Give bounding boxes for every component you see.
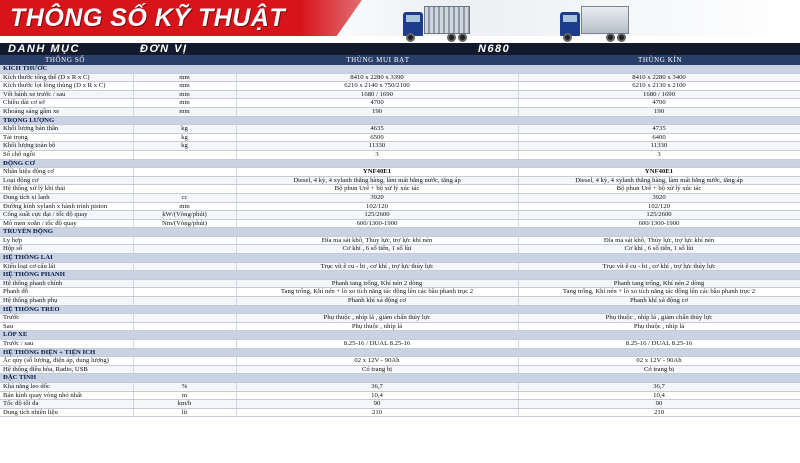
- spec-unit: [133, 279, 236, 288]
- section-title: KÍCH THƯỚC: [0, 65, 800, 73]
- section-header: [0, 348, 800, 357]
- spec-value-tarp: Phụ thuộc , nhíp lá: [236, 322, 518, 331]
- spec-value-tarp: Đĩa ma sát khô, Thủy lực, trợ lực khí nén: [236, 236, 518, 245]
- section-title: LỐP XE: [0, 331, 800, 340]
- spec-value-closed: Phụ thuộc , nhíp lá , giảm chấn thủy lực: [518, 314, 800, 323]
- truck-wheel: [458, 33, 467, 42]
- table-row: [0, 365, 800, 374]
- spec-value-tarp: 3: [236, 150, 518, 159]
- table-row: [0, 176, 800, 185]
- spec-label: Trước: [0, 314, 133, 323]
- truck-wheel: [606, 33, 615, 42]
- header-category: DANH MỤC: [8, 43, 80, 55]
- header-model: N680: [478, 43, 511, 55]
- spec-value-closed: Có trang bị: [518, 365, 800, 374]
- table-row: [0, 391, 800, 400]
- spec-value-tarp: Có trang bị: [236, 365, 518, 374]
- spec-label: Trước / sau: [0, 340, 133, 349]
- spec-value-tarp: Diesel, 4 kỳ, 4 xylanh thẳng hàng, làm mát bằng nước, tăng áp: [236, 176, 518, 185]
- spec-unit: [133, 168, 236, 177]
- spec-value-closed: 1680 / 1690: [518, 90, 800, 99]
- table-row: [0, 357, 800, 366]
- spec-value-closed: Đĩa ma sát khô, Thủy lực, trợ lực khí nén: [518, 236, 800, 245]
- spec-label: Khối lượng toàn bộ: [0, 142, 133, 151]
- subheader-variant-closed: THÙNG KÍN: [637, 56, 683, 64]
- spec-label: Mô men xoắn / tốc độ quay: [0, 219, 133, 228]
- spec-value-tarp: 8.25-16 / DUAL 8.25-16: [236, 340, 518, 349]
- section-title: TRỌNG LƯỢNG: [0, 116, 800, 125]
- spec-value-tarp: 6210 x 2140 x 750/2100: [236, 82, 518, 91]
- banner: [0, 0, 800, 43]
- truck-wheel: [563, 33, 572, 42]
- table-row: [0, 408, 800, 417]
- spec-value-closed: Phụ thuộc , nhíp lá: [518, 322, 800, 331]
- table-row: [0, 314, 800, 323]
- spec-label: Kiểu loại cơ cấu lái: [0, 262, 133, 271]
- spec-value-closed: Cơ khí , 6 số tiến, 1 số lùi: [518, 245, 800, 254]
- spec-value-tarp: 210: [236, 408, 518, 417]
- table-row: [0, 322, 800, 331]
- section-title: HỆ THỐNG PHANH: [0, 271, 800, 280]
- spec-unit: mm: [133, 90, 236, 99]
- spec-value-closed: YNF40E1: [518, 168, 800, 177]
- spec-value-closed: 190: [518, 107, 800, 116]
- section-header: [0, 116, 800, 125]
- spec-table: [0, 65, 800, 417]
- spec-value-closed: 210: [518, 408, 800, 417]
- spec-unit: mm: [133, 107, 236, 116]
- spec-unit: [133, 340, 236, 349]
- spec-unit: [133, 245, 236, 254]
- spec-table-body: [0, 65, 800, 417]
- spec-unit: [133, 314, 236, 323]
- spec-value-closed: Bộ phun Urê + bộ xử lý xúc tác: [518, 185, 800, 194]
- spec-unit: [133, 185, 236, 194]
- table-row: [0, 168, 800, 177]
- table-row: [0, 150, 800, 159]
- spec-unit: [133, 176, 236, 185]
- spec-value-tarp: 3920: [236, 193, 518, 202]
- spec-value-closed: Phanh khí xả động cơ: [518, 297, 800, 306]
- spec-value-tarp: Phanh khí xả động cơ: [236, 297, 518, 306]
- spec-value-closed: 4735: [518, 125, 800, 134]
- spec-label: Tải trọng: [0, 133, 133, 142]
- spec-value-tarp: 36,7: [236, 382, 518, 391]
- spec-value-tarp: 11330: [236, 142, 518, 151]
- spec-unit: [133, 365, 236, 374]
- spec-label: Kích thước lọt lòng thùng (D x R x C): [0, 82, 133, 91]
- table-row: [0, 107, 800, 116]
- spec-label: Phanh đỗ: [0, 288, 133, 297]
- subheader-variant-tarp: THÙNG MUI BẠT: [346, 56, 410, 64]
- spec-label: Tốc độ tối đa: [0, 400, 133, 409]
- section-title: TRUYỀN ĐỘNG: [0, 228, 800, 237]
- spec-unit: lít: [133, 408, 236, 417]
- spec-value-closed: 102/120: [518, 202, 800, 211]
- section-header: [0, 331, 800, 340]
- spec-label: Vết bánh xe trước / sau: [0, 90, 133, 99]
- truck-windshield: [563, 15, 577, 22]
- table-row: [0, 400, 800, 409]
- spec-value-tarp: 190: [236, 107, 518, 116]
- spec-value-tarp: Trục vít ê cu - bi , cơ khí , trợ lực thủy lực: [236, 262, 518, 271]
- truck-wheel: [617, 33, 626, 42]
- spec-unit: [133, 262, 236, 271]
- spec-label: Dung tích xi lanh: [0, 193, 133, 202]
- table-row: [0, 279, 800, 288]
- spec-label: Khối lượng bản thân: [0, 125, 133, 134]
- table-header-band: [0, 43, 800, 55]
- spec-value-closed: 6210 x 2130 x 2100: [518, 82, 800, 91]
- spec-label: Số chỗ ngồi: [0, 150, 133, 159]
- spec-label: Hệ thống phanh phụ: [0, 297, 133, 306]
- table-row: [0, 245, 800, 254]
- table-subheader-band: [0, 55, 800, 65]
- spec-unit: [133, 288, 236, 297]
- spec-unit: mm: [133, 99, 236, 108]
- spec-value-closed: Phanh tang trống, Khí nén 2 dòng: [518, 279, 800, 288]
- spec-label: Sau: [0, 322, 133, 331]
- table-row: [0, 82, 800, 91]
- section-header: [0, 254, 800, 263]
- table-row: [0, 125, 800, 134]
- spec-unit: kg: [133, 133, 236, 142]
- spec-unit: kW/(Vòng/phút): [133, 211, 236, 220]
- table-row: [0, 382, 800, 391]
- spec-unit: mm: [133, 73, 236, 82]
- table-row: [0, 185, 800, 194]
- spec-value-tarp: 125/2600: [236, 211, 518, 220]
- spec-value-closed: 125/2600: [518, 211, 800, 220]
- spec-unit: %: [133, 382, 236, 391]
- spec-value-closed: 90: [518, 400, 800, 409]
- spec-unit: [133, 357, 236, 366]
- spec-label: Hệ thống phanh chính: [0, 279, 133, 288]
- banner-swoosh: [300, 0, 800, 36]
- spec-label: Bán kính quay vòng nhỏ nhất: [0, 391, 133, 400]
- spec-unit: m: [133, 391, 236, 400]
- spec-label: Hệ thống điều hòa, Radio, USB: [0, 365, 133, 374]
- spec-value-tarp: YNF40E1: [236, 168, 518, 177]
- spec-label: Dung tích nhiên liệu: [0, 408, 133, 417]
- spec-value-tarp: 4635: [236, 125, 518, 134]
- spec-value-closed: 8.25-16 / DUAL 8.25-16: [518, 340, 800, 349]
- spec-value-tarp: Phụ thuộc , nhíp lá , giảm chấn thủy lực: [236, 314, 518, 323]
- section-title: HỆ THỐNG TREO: [0, 305, 800, 314]
- spec-label: Nhãn hiệu động cơ: [0, 168, 133, 177]
- spec-value-tarp: Tang trống, Khí nén + lò xo tích năng tác động lên các bầu phanh trục 2: [236, 288, 518, 297]
- spec-value-tarp: 102/120: [236, 202, 518, 211]
- table-row: [0, 202, 800, 211]
- truck-closed-image: [560, 4, 630, 43]
- spec-label: Hệ thống xử lý khí thải: [0, 185, 133, 194]
- spec-unit: [133, 322, 236, 331]
- spec-label: Đường kính xylanh x hành trình piston: [0, 202, 133, 211]
- spec-label: Chiều dài cơ sở: [0, 99, 133, 108]
- spec-unit: kg: [133, 142, 236, 151]
- section-header: [0, 65, 800, 73]
- spec-value-closed: Diesel, 4 kỳ, 4 xylanh thẳng hàng, làm mát bằng nước, tăng áp: [518, 176, 800, 185]
- spec-value-closed: Tang trống, Khí nén + lò xo tích năng tác động lên các bầu phanh trục 2: [518, 288, 800, 297]
- table-row: [0, 297, 800, 306]
- table-row: [0, 142, 800, 151]
- spec-label: Khoảng sáng gầm xe: [0, 107, 133, 116]
- spec-label: Loại động cơ: [0, 176, 133, 185]
- table-row: [0, 262, 800, 271]
- spec-value-closed: 3920: [518, 193, 800, 202]
- table-row: [0, 133, 800, 142]
- spec-value-tarp: 6500: [236, 133, 518, 142]
- truck-wheel: [447, 33, 456, 42]
- subheader-spec: THÔNG SỐ: [45, 56, 85, 64]
- table-row: [0, 73, 800, 82]
- spec-value-closed: Trục vít ê cu - bi , cơ khí , trợ lực thủy lực: [518, 262, 800, 271]
- header-unit: ĐƠN VỊ: [140, 43, 188, 55]
- table-row: [0, 340, 800, 349]
- spec-label: Hộp số: [0, 245, 133, 254]
- spec-value-closed: 8410 x 2280 x 3400: [518, 73, 800, 82]
- truck-closed-body: [581, 6, 629, 34]
- spec-value-closed: 6400: [518, 133, 800, 142]
- table-row: [0, 288, 800, 297]
- table-row: [0, 193, 800, 202]
- table-row: [0, 219, 800, 228]
- page-title: THÔNG SỐ KỸ THUẬT: [10, 4, 286, 32]
- spec-value-tarp: 10,4: [236, 391, 518, 400]
- spec-unit: [133, 297, 236, 306]
- spec-value-closed: 10,4: [518, 391, 800, 400]
- truck-wheel: [406, 33, 415, 42]
- section-header: [0, 228, 800, 237]
- spec-unit: Nm/(Vòng/phút): [133, 219, 236, 228]
- spec-value-tarp: 90: [236, 400, 518, 409]
- spec-value-tarp: Phanh tang trống, Khí nén 2 dòng: [236, 279, 518, 288]
- table-row: [0, 211, 800, 220]
- spec-value-tarp: 1680 / 1690: [236, 90, 518, 99]
- section-header: [0, 305, 800, 314]
- spec-value-closed: 02 x 12V - 90Ah: [518, 357, 800, 366]
- section-title: ĐẶC TÍNH: [0, 374, 800, 383]
- section-title: HỆ THỐNG ĐIỆN + TIỆN ÍCH: [0, 348, 800, 357]
- truck-tarp-body: [424, 6, 470, 34]
- spec-label: Ly hợp: [0, 236, 133, 245]
- section-header: [0, 374, 800, 383]
- spec-value-tarp: 8410 x 2280 x 3390: [236, 73, 518, 82]
- spec-value-closed: 600/1300-1900: [518, 219, 800, 228]
- spec-label: Công suất cực đại / tốc độ quay: [0, 211, 133, 220]
- spec-unit: kg: [133, 125, 236, 134]
- table-row: [0, 99, 800, 108]
- spec-value-closed: 11330: [518, 142, 800, 151]
- table-row: [0, 236, 800, 245]
- spec-unit: [133, 150, 236, 159]
- truck-windshield: [406, 15, 420, 22]
- section-title: ĐỘNG CƠ: [0, 159, 800, 168]
- section-title: HỆ THỐNG LÁI: [0, 254, 800, 263]
- spec-unit: [133, 236, 236, 245]
- spec-value-tarp: 4700: [236, 99, 518, 108]
- spec-label: Kích thước tổng thể (D x R x C): [0, 73, 133, 82]
- spec-label: Khả năng leo dốc: [0, 382, 133, 391]
- spec-value-tarp: Cơ khí , 6 số tiến, 1 số lùi: [236, 245, 518, 254]
- section-header: [0, 159, 800, 168]
- spec-value-tarp: 02 x 12V - 90Ah: [236, 357, 518, 366]
- truck-tarp-image: [403, 4, 471, 43]
- spec-label: Ắc quy (số lượng, điện áp, dung lượng): [0, 357, 133, 366]
- spec-unit: km/h: [133, 400, 236, 409]
- spec-unit: mm: [133, 202, 236, 211]
- spec-value-tarp: 600/1300-1900: [236, 219, 518, 228]
- section-header: [0, 271, 800, 280]
- spec-value-closed: 4700: [518, 99, 800, 108]
- spec-value-closed: 36,7: [518, 382, 800, 391]
- spec-unit: mm: [133, 82, 236, 91]
- table-row: [0, 90, 800, 99]
- spec-value-closed: 3: [518, 150, 800, 159]
- spec-unit: cc: [133, 193, 236, 202]
- spec-value-tarp: Bộ phun Urê + bộ xử lý xúc tác: [236, 185, 518, 194]
